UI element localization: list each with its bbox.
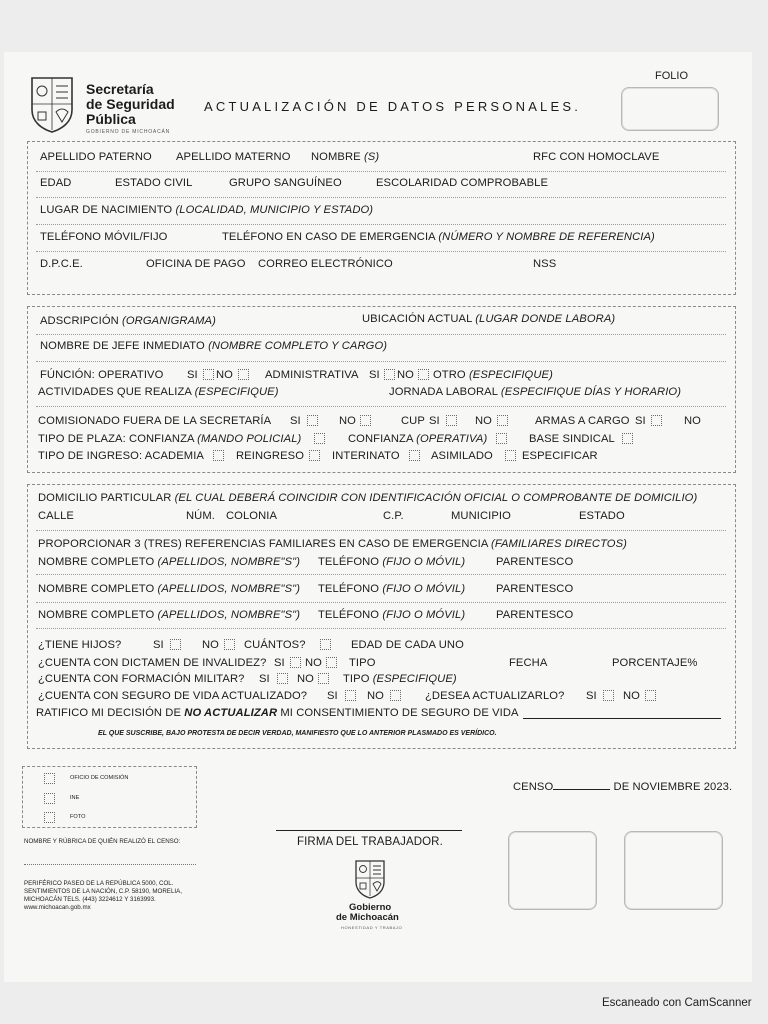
ref3-parentesco-label: PARENTESCO <box>496 609 574 621</box>
desea-actualizar-label: ¿DESEA ACTUALIZARLO? <box>425 690 565 702</box>
oficio-label: OFICIO DE COMISIÓN <box>70 775 129 781</box>
num-label: NÚM. <box>186 510 215 522</box>
interinato-label: INTERINATO <box>332 450 400 462</box>
foto-label: FOTO <box>70 814 86 820</box>
armas-si-checkbox[interactable] <box>651 415 662 426</box>
photo-box-left[interactable] <box>508 831 597 910</box>
cuantos-label: CUÁNTOS? <box>244 639 306 651</box>
militar-tipo-label: TIPO (ESPECIFIQUE) <box>343 673 457 685</box>
base-sindical-label: BASE SINDICAL <box>529 433 615 445</box>
apellido-paterno-label: APELLIDO PATERNO <box>40 151 152 163</box>
asimilado-label: ASIMILADO <box>431 450 493 462</box>
dictamen-tipo-label: TIPO <box>349 657 376 669</box>
org-subtitle: GOBIERNO DE MICHOACÁN <box>86 129 171 135</box>
adscripcion-label: ADSCRIPCIÓN (ORGANIGRAMA) <box>40 315 216 327</box>
ref3-nombre-label: NOMBRE COMPLETO (APELLIDOS, NOMBRE"S") <box>38 609 301 621</box>
apellido-materno-label: APELLIDO MATERNO <box>176 151 291 163</box>
jornada-label: JORNADA LABORAL (ESPECIFIQUE DÍAS Y HORARIO) <box>389 386 682 398</box>
domicilio-label: DOMICILIO PARTICULAR (EL CUAL DEBERÁ COINCIDIR CON IDENTIFICACIÓN OFICIAL O COMPROBANTE DE DOMICILIO) <box>38 492 698 504</box>
firma-label: FIRMA DEL TRABAJADOR. <box>297 836 443 848</box>
nombre-rubrica-label: NOMBRE Y RÚBRICA DE QUIÉN REALIZÓ EL CENSO: <box>24 838 181 845</box>
colonia-label: COLONIA <box>226 510 278 522</box>
otro-label: OTRO (ESPECIFIQUE) <box>433 369 553 381</box>
ubicacion-label: UBICACIÓN ACTUAL (LUGAR DONDE LABORA) <box>362 313 616 325</box>
grupo-sanguineo-label: GRUPO SANGUÍNEO <box>229 177 342 189</box>
ine-checkbox[interactable] <box>44 793 55 804</box>
ref3-telefono-label: TELÉFONO (FIJO O MÓVIL) <box>318 609 466 621</box>
hijos-si-checkbox[interactable] <box>170 639 181 650</box>
militar-no-label: NO <box>297 673 314 685</box>
cup-si-label: SI <box>429 415 440 427</box>
foto-checkbox[interactable] <box>44 812 55 823</box>
hijos-no-label: NO <box>202 639 219 651</box>
ref1-nombre-label: NOMBRE COMPLETO (APELLIDOS, NOMBRE"S") <box>38 556 301 568</box>
tipo-plaza-label: TIPO DE PLAZA: CONFIANZA (MANDO POLICIAL) <box>38 433 302 445</box>
telefono-movil-label: TELÉFONO MÓVIL/FIJO <box>40 231 168 243</box>
ref1-telefono-label: TELÉFONO (FIJO O MÓVIL) <box>318 556 466 568</box>
org-name-line3: Pública <box>86 111 136 127</box>
actualizar-no-checkbox[interactable] <box>645 690 656 701</box>
tiene-hijos-label: ¿TIENE HIJOS? <box>38 639 122 651</box>
address-text: PERIFÉRICO PASEO DE LA REPÚBLICA 5000, COL. SENTIMIENTOS DE LA NACIÓN, C.P. 58190, MORELIA, MICHOACÁN TELS. (443) 3224612 Y 3163993. www.michoacan.gob.mx <box>24 880 182 911</box>
administrativa-no-label: NO <box>397 369 414 381</box>
formacion-militar-label: ¿CUENTA CON FORMACIÓN MILITAR? <box>38 673 245 685</box>
photo-box-right[interactable] <box>624 831 723 910</box>
dictamen-label: ¿CUENTA CON DICTAMEN DE INVALIDEZ? <box>38 657 267 669</box>
seguro-si-label: SI <box>327 690 338 702</box>
cup-no-checkbox[interactable] <box>497 415 508 426</box>
cp-label: C.P. <box>383 510 404 522</box>
porcentaje-label: PORCENTAJE% <box>612 657 698 669</box>
militar-no-checkbox[interactable] <box>318 673 329 684</box>
fecha-label: FECHA <box>509 657 548 669</box>
armas-no-label: NO <box>684 415 701 427</box>
ingreso-interinato-checkbox[interactable] <box>409 450 420 461</box>
funcion-operativo-no-checkbox[interactable] <box>238 369 249 380</box>
hijos-si-label: SI <box>153 639 164 651</box>
dictamen-si-label: SI <box>274 657 285 669</box>
comisionado-si-label: SI <box>290 415 301 427</box>
ratifico-label: RATIFICO MI DECISIÓN DE NO ACTUALIZAR MI CONSENTIMIENTO DE SEGURO DE VIDA <box>36 707 519 719</box>
municipio-label: MUNICIPIO <box>451 510 511 522</box>
militar-si-label: SI <box>259 673 270 685</box>
actualizar-si-checkbox[interactable] <box>603 690 614 701</box>
funcion-si-label: SI <box>187 369 198 381</box>
edad-label: EDAD <box>40 177 72 189</box>
ingreso-reingreso-checkbox[interactable] <box>309 450 320 461</box>
tipo-ingreso-label: TIPO DE INGRESO: ACADEMIA <box>38 450 204 462</box>
michoacan-shield-icon <box>26 74 78 134</box>
ingreso-asimilado-checkbox[interactable] <box>505 450 516 461</box>
actualizar-si-label: SI <box>586 690 597 702</box>
seguro-vida-label: ¿CUENTA CON SEGURO DE VIDA ACTUALIZADO? <box>38 690 308 702</box>
dictamen-no-checkbox[interactable] <box>326 657 337 668</box>
referencias-label: PROPORCIONAR 3 (TRES) REFERENCIAS FAMILIARES EN CASO DE EMERGENCIA (FAMILIARES DIRECTOS) <box>38 538 627 550</box>
ine-label: INE <box>70 795 80 801</box>
plaza-operativa-checkbox[interactable] <box>496 433 507 444</box>
cuantos-field[interactable] <box>320 639 331 650</box>
cup-si-checkbox[interactable] <box>446 415 457 426</box>
administrativa-no-checkbox[interactable] <box>418 369 429 380</box>
administrativa-si-checkbox[interactable] <box>384 369 395 380</box>
ref2-parentesco-label: PARENTESCO <box>496 583 574 595</box>
camscanner-watermark: Escaneado con CamScanner <box>602 997 752 1009</box>
ref2-nombre-label: NOMBRE COMPLETO (APELLIDOS, NOMBRE"S") <box>38 583 301 595</box>
comisionado-si-checkbox[interactable] <box>307 415 318 426</box>
page-title: ACTUALIZACIÓN DE DATOS PERSONALES. <box>204 99 582 114</box>
funcion-no-label: NO <box>216 369 233 381</box>
comisionado-label: COMISIONADO FUERA DE LA SECRETARÍA <box>38 415 272 427</box>
org-name-line2: de Seguridad <box>86 96 175 112</box>
especificar-label: ESPECIFICAR <box>522 450 598 462</box>
lugar-nacimiento-label: LUGAR DE NACIMIENTO (LOCALIDAD, MUNICIPIO Y ESTADO) <box>40 204 374 216</box>
ingreso-academia-checkbox[interactable] <box>213 450 224 461</box>
actualizar-no-label: NO <box>623 690 640 702</box>
correo-label: CORREO ELECTRÓNICO <box>258 258 393 270</box>
cup-no-label: NO <box>475 415 492 427</box>
seguro-si-checkbox[interactable] <box>345 690 356 701</box>
militar-si-checkbox[interactable] <box>277 673 288 684</box>
dictamen-no-label: NO <box>305 657 322 669</box>
ref2-telefono-label: TELÉFONO (FIJO O MÓVIL) <box>318 583 466 595</box>
hijos-no-checkbox[interactable] <box>224 639 235 650</box>
comisionado-no-label: NO <box>339 415 356 427</box>
calle-label: CALLE <box>38 510 74 522</box>
dictamen-si-checkbox[interactable] <box>290 657 301 668</box>
plaza-base-sindical-checkbox[interactable] <box>622 433 633 444</box>
firma-line[interactable] <box>276 830 462 831</box>
funcion-operativo-si-checkbox[interactable] <box>203 369 214 380</box>
rfc-label: RFC CON HOMOCLAVE <box>533 151 660 163</box>
protesta-text: EL QUE SUSCRIBE, BAJO PROTESTA DE DECIR VERDAD, MANIFIESTO QUE LO ANTERIOR PLASMADO ES VERÍDICO. <box>98 730 497 737</box>
org-name-line1: Secretaría <box>86 81 154 97</box>
comisionado-no-checkbox[interactable] <box>360 415 371 426</box>
seguro-no-label: NO <box>367 690 384 702</box>
administrativa-si-label: SI <box>369 369 380 381</box>
ref1-parentesco-label: PARENTESCO <box>496 556 574 568</box>
folio-box[interactable] <box>621 87 719 131</box>
ratifico-signature-line[interactable] <box>523 718 721 719</box>
jefe-label: NOMBRE DE JEFE INMEDIATO (NOMBRE COMPLETO Y CARGO) <box>40 340 388 352</box>
oficina-pago-label: OFICINA DE PAGO <box>146 258 246 270</box>
rubrica-line[interactable] <box>24 864 196 865</box>
confianza-operativa-label: CONFIANZA (OPERATIVA) <box>348 433 488 445</box>
estado-civil-label: ESTADO CIVIL <box>115 177 193 189</box>
actividades-label: ACTIVIDADES QUE REALIZA (ESPECIFIQUE) <box>38 386 279 398</box>
personal-data-section <box>27 141 736 295</box>
dpce-label: D.P.C.E. <box>40 258 83 270</box>
gobierno-line1: Gobierno <box>349 902 392 913</box>
edad-cada-uno-label: EDAD DE CADA UNO <box>351 639 464 651</box>
administrativa-label: ADMINISTRATIVA <box>265 369 359 381</box>
funcion-label: FÚNCIÓN: OPERATIVO <box>40 369 164 381</box>
seguro-no-checkbox[interactable] <box>390 690 401 701</box>
telefono-emergencia-label: TELÉFONO EN CASO DE EMERGENCIA (NÚMERO Y NOMBRE DE REFERENCIA) <box>222 231 655 243</box>
nombre-label: NOMBRE (S) <box>311 151 380 163</box>
reingreso-label: REINGRESO <box>236 450 305 462</box>
gobierno-michoacan-logo-icon <box>352 858 388 900</box>
folio-label: FOLIO <box>655 70 689 82</box>
armas-si-label: SI <box>635 415 646 427</box>
gobierno-subtitle: HONESTIDAD Y TRABAJO <box>341 925 403 930</box>
cup-label: CUP <box>401 415 425 427</box>
oficio-checkbox[interactable] <box>44 773 55 784</box>
estado-label: ESTADO <box>579 510 625 522</box>
nss-label: NSS <box>533 258 557 270</box>
plaza-mando-policial-checkbox[interactable] <box>314 433 325 444</box>
censo-label: CENSO DE NOVIEMBRE 2023. <box>513 781 733 793</box>
gobierno-line2: de Michoacán <box>336 912 399 923</box>
escolaridad-label: ESCOLARIDAD COMPROBABLE <box>376 177 549 189</box>
armas-label: ARMAS A CARGO <box>535 415 630 427</box>
